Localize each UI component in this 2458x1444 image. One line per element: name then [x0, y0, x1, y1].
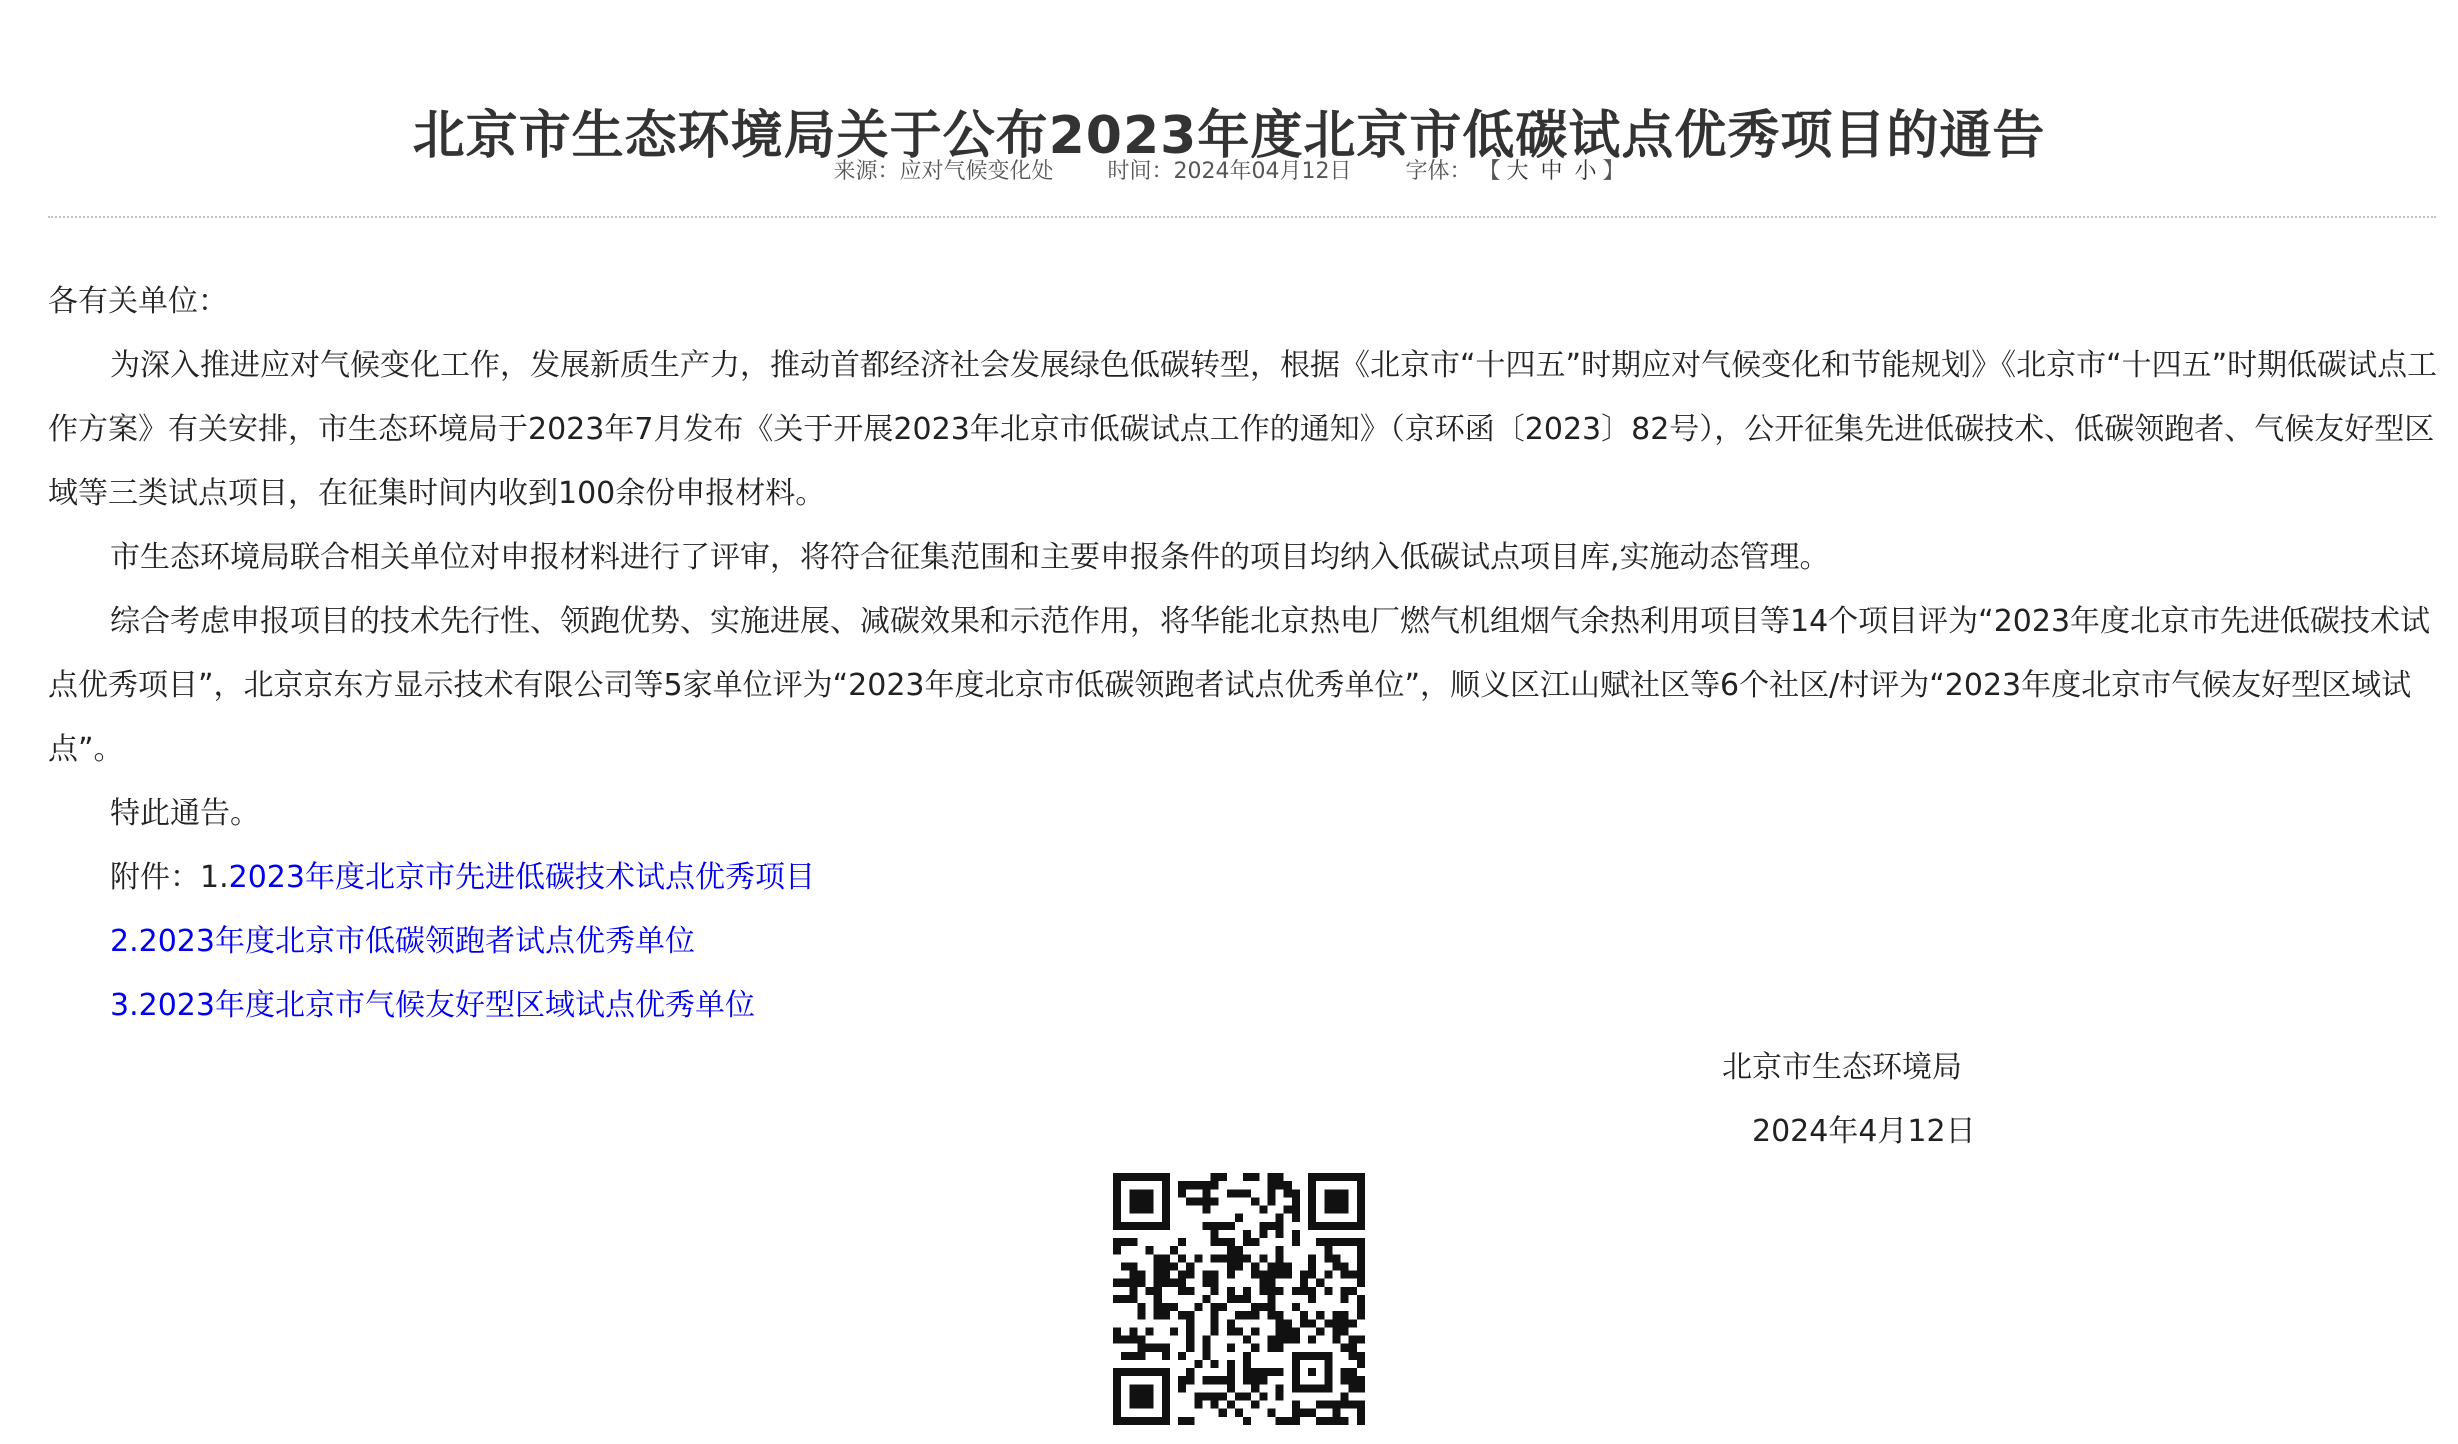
time-label: 时间： [1107, 159, 1174, 184]
article-body [48, 270, 2438, 1038]
salutation: 各有关单位： [48, 284, 228, 319]
font-size-small-button[interactable]: 小 [1574, 159, 1597, 184]
font-size-label: 字体： [1405, 159, 1472, 184]
signature-date: 2024年4月12日 [1752, 1114, 1976, 1149]
attachment-number: 1. [200, 860, 229, 895]
attachment-number: 2. [110, 924, 139, 959]
bracket-close: 】 [1602, 159, 1625, 184]
paragraph-2: 市生态环境局联合相关单位对申报材料进行了评审，将符合征集范围和主要申报条件的项目均纳入低碳试点项目库,实施动态管理。 [110, 540, 1830, 575]
attachment-number: 3. [110, 988, 139, 1023]
paragraph-3: 综合考虑申报项目的技术先行性、领跑优势、实施进展、减碳效果和示范作用，将华能北京热电厂燃气机组烟气余热利用项目等14个项目评为“2023年度北京市先进低碳技术试点优秀项目”，北京京东方显示技术有限公司等5家单位评为“2023年度北京市低碳领跑者试点优秀单位”，顺义区江山赋社区等6个社区/村评为“2023年度北京市气候友好型区域试点”。 [48, 604, 2431, 767]
source-value: 应对气候变化处 [899, 159, 1054, 184]
attachment-link-1[interactable]: 2023年度北京市先进低碳技术试点优秀项目 [228, 860, 815, 895]
qr-code-icon [1105, 1165, 1373, 1433]
source-label: 来源： [833, 159, 900, 184]
attachments-label: 附件： [110, 860, 200, 895]
time-value: 2024年04月12日 [1173, 159, 1352, 184]
attachment-link-text: 2023年度北京市气候友好型区域试点优秀单位 [138, 988, 755, 1023]
attachment-line-3 [48, 974, 2438, 1038]
font-size-large-button[interactable]: 大 [1506, 159, 1529, 184]
attachment-link-3[interactable] [110, 988, 755, 1023]
article-meta [0, 150, 2458, 194]
font-size-medium-button[interactable]: 中 [1540, 159, 1563, 184]
signature-organization: 北京市生态环境局 [1722, 1050, 1962, 1085]
attachment-link-2[interactable] [110, 924, 695, 959]
paragraph-4: 特此通告。 [110, 796, 260, 831]
article-title: 北京市生态环境局关于公布2023年度北京市低碳试点优秀项目的通告 [412, 105, 2046, 166]
attachment-line-1 [48, 846, 2438, 910]
paragraph-1: 为深入推进应对气候变化工作，发展新质生产力，推动首都经济社会发展绿色低碳转型，根据《北京市“十四五”时期应对气候变化和节能规划》《北京市“十四五”时期低碳试点工作方案》有关安排，市生态环境局于2023年7月发布《关于开展2023年北京市低碳试点工作的通知》（京环函〔2023〕82号），公开征集先进低碳技术、低碳领跑者、气候友好型区域等三类试点项目，在征集时间内收到100余份申报材料。 [48, 348, 2438, 511]
attachment-line-2 [48, 910, 2438, 974]
attachment-link-text: 2023年度北京市低碳领跑者试点优秀单位 [138, 924, 695, 959]
bracket-open: 【 [1478, 159, 1501, 184]
title-divider [48, 216, 2436, 218]
